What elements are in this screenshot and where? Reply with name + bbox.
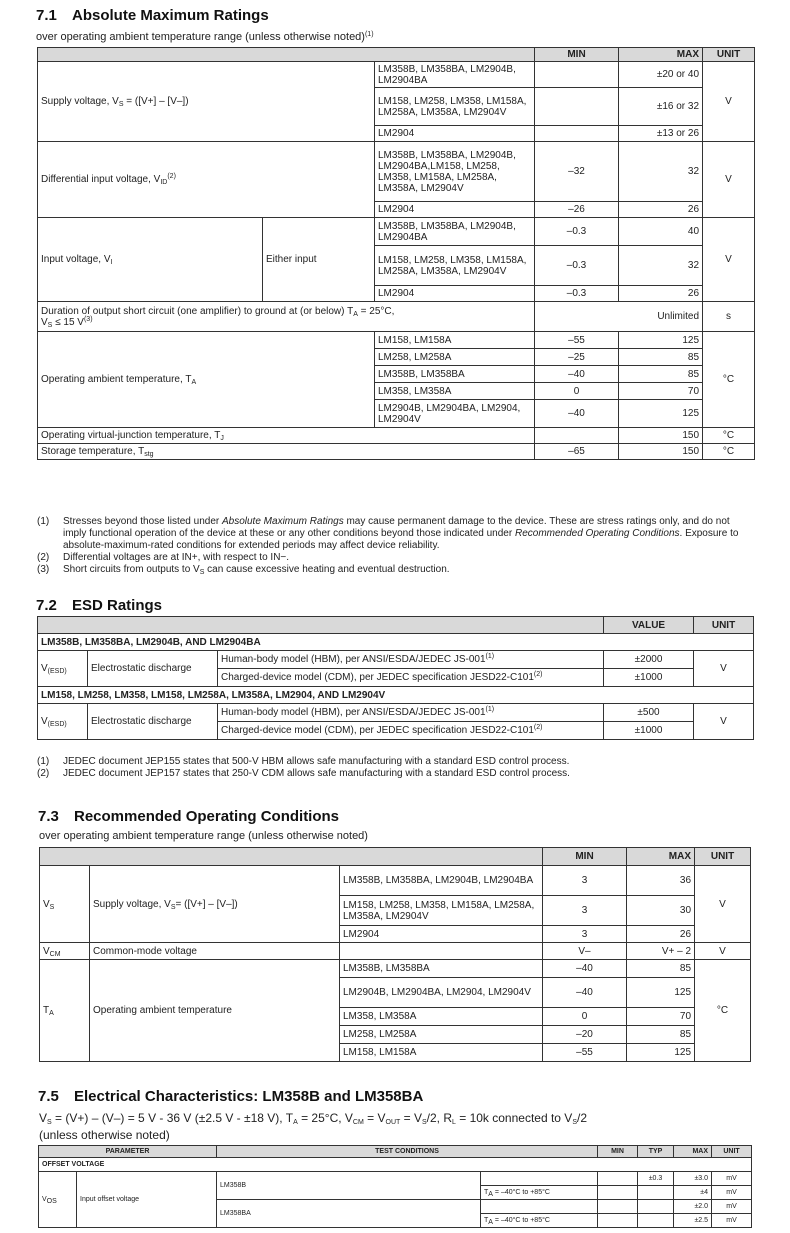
min-cell: –0.3 — [535, 218, 619, 246]
param-input-voltage: Input voltage, $V_I$ — [38, 218, 263, 302]
device-cell: LM358BA — [217, 1200, 481, 1228]
param-storage-temp: Storage temperature, $T_{stg}$ — [38, 444, 535, 460]
device-cell: LM158, LM258, LM358, LM158A, LM258A, LM358A, LM2904V — [375, 88, 535, 126]
unit-cell: °C — [703, 332, 755, 428]
symbol-vesd: $V_{(ESD)}$ — [38, 704, 88, 740]
header-max: MAX — [674, 1146, 712, 1158]
param-common-mode: Common-mode voltage — [90, 943, 340, 960]
max-cell: 70 — [619, 383, 703, 400]
device-cell: LM2904 — [340, 926, 543, 943]
header-max: MAX — [627, 848, 695, 866]
unit-cell: V — [695, 866, 751, 943]
table-row — [40, 866, 751, 896]
symbol-vs: $V_S$ — [40, 866, 90, 943]
header-min: MIN — [598, 1146, 638, 1158]
min-cell — [535, 62, 619, 88]
max-cell: ±4 — [674, 1186, 712, 1200]
condition-either-input: Either input — [263, 218, 375, 302]
max-cell: ±20 or 40 — [619, 62, 703, 88]
max-cell: 125 — [619, 332, 703, 349]
conditions-line — [39, 1111, 587, 1125]
max-cell: 30 — [627, 896, 695, 926]
unit-cell: °C — [703, 428, 755, 444]
min-cell: V– — [543, 943, 627, 960]
section-title-text: ESD Ratings — [72, 597, 163, 614]
device-cell: LM2904 — [375, 202, 535, 218]
device-cell: LM358, LM358A — [340, 1008, 543, 1026]
header-max: MAX — [619, 48, 703, 62]
device-cell: LM358, LM358A — [375, 383, 535, 400]
table-header-row — [39, 1146, 752, 1158]
section-title-7-5 — [38, 1088, 423, 1105]
typ-cell — [638, 1214, 674, 1228]
max-cell: 85 — [627, 960, 695, 978]
table-row — [38, 332, 755, 349]
symbol-vcm: $V_{CM}$ — [40, 943, 90, 960]
min-cell — [535, 88, 619, 126]
section-title-7-3 — [38, 808, 339, 825]
header-min: MIN — [543, 848, 627, 866]
param-operating-temp: Operating ambient temperature, $T_A$ — [38, 332, 375, 428]
max-cell: V+ – 2 — [627, 943, 695, 960]
min-cell: –40 — [543, 978, 627, 1008]
param-esd: Electrostatic discharge — [88, 704, 218, 740]
min-cell: –26 — [535, 202, 619, 218]
table-row — [38, 444, 755, 460]
subtitle-text: over operating ambient temperature range (unless otherwise noted) — [36, 31, 365, 43]
unit-cell: °C — [695, 960, 751, 1062]
device-cell: LM358B, LM358BA — [340, 960, 543, 978]
min-cell: –0.3 — [535, 246, 619, 286]
min-cell: –55 — [543, 1044, 627, 1062]
recommended-operating-conditions-table — [39, 847, 751, 1062]
device-cell: LM358B, LM358BA — [375, 366, 535, 383]
device-cell: LM158, LM158A — [340, 1044, 543, 1062]
section-number: 7.5 — [38, 1088, 59, 1105]
device-cell: LM358B, LM358BA, LM2904B, LM2904BA — [340, 866, 543, 896]
table-row — [40, 943, 751, 960]
table-header-row — [38, 48, 755, 62]
section-title-text: Electrical Characteristics: LM358B and LM358BA — [74, 1088, 424, 1105]
header-blank — [38, 617, 604, 634]
max-cell: 85 — [619, 366, 703, 383]
min-cell: 3 — [543, 926, 627, 943]
min-cell — [598, 1172, 638, 1186]
min-cell: 0 — [535, 383, 619, 400]
header-test-conditions: TEST CONDITIONS — [217, 1146, 598, 1158]
param-supply-voltage: Supply voltage, $V_S= ([V+] - [V-])$ — [90, 866, 340, 943]
condition-cell — [481, 1200, 598, 1214]
condition-hbm: Human-body model (HBM), per ANSI/ESDA/JEDEC JS-001$^{(1)}$ — [218, 704, 604, 722]
device-cell: LM2904 — [375, 126, 535, 142]
device-cell: LM358B, LM358BA, LM2904B, LM2904BA — [375, 62, 535, 88]
max-cell: ±2.0 — [674, 1200, 712, 1214]
header-unit: UNIT — [694, 617, 754, 634]
device-cell: LM2904B, LM2904BA, LM2904, LM2904V — [375, 400, 535, 428]
header-unit: UNIT — [703, 48, 755, 62]
max-cell: 150 — [619, 444, 703, 460]
min-cell — [535, 428, 619, 444]
param-esd: Electrostatic discharge — [88, 651, 218, 687]
condition-cdm: Charged-device model (CDM), per JEDEC specification JESD22-C101$^{(2)}$ — [218, 669, 604, 687]
symbol-ta: $T_A$ — [40, 960, 90, 1062]
section-title-text: Absolute Maximum Ratings — [72, 7, 269, 24]
device-cell: LM258, LM258A — [375, 349, 535, 366]
max-cell: 70 — [627, 1008, 695, 1026]
group-title: LM358B, LM358BA, LM2904B, AND LM2904BA — [38, 634, 754, 651]
group-title: LM158, LM258, LM358, LM158, LM258A, LM358A, LM2904, AND LM2904V — [38, 687, 754, 704]
max-cell: 125 — [619, 400, 703, 428]
param-junction-temp: Operating virtual-junction temperature, $T_J$ — [38, 428, 535, 444]
condition-cell — [481, 1172, 598, 1186]
min-cell: –40 — [543, 960, 627, 978]
unit-cell: V — [694, 651, 754, 687]
table-row — [38, 218, 755, 246]
max-cell: ±16 or 32 — [619, 88, 703, 126]
unit-cell: s — [703, 302, 755, 332]
typ-cell — [638, 1200, 674, 1214]
min-cell — [535, 126, 619, 142]
max-cell: ±2.5 — [674, 1214, 712, 1228]
condition-hbm: Human-body model (HBM), per ANSI/ESDA/JEDEC JS-001$^{(1)}$ — [218, 651, 604, 669]
unit-cell: V — [703, 142, 755, 218]
min-cell: 3 — [543, 896, 627, 926]
unit-cell: mV — [712, 1186, 752, 1200]
group-title: OFFSET VOLTAGE — [39, 1158, 752, 1172]
esd-ratings-table — [37, 616, 754, 740]
max-cell: 32 — [619, 246, 703, 286]
section-title-text: Recommended Operating Conditions — [74, 808, 340, 825]
min-cell: –40 — [535, 366, 619, 383]
unit-cell: V — [703, 62, 755, 142]
table-row — [38, 62, 755, 88]
header-blank — [38, 48, 535, 62]
condition-cdm: Charged-device model (CDM), per JEDEC specification JESD22-C101$^{(2)}$ — [218, 722, 604, 740]
min-cell: –25 — [535, 349, 619, 366]
max-cell: 125 — [627, 978, 695, 1008]
group-row — [38, 634, 754, 651]
table-row — [40, 960, 751, 978]
min-cell: –40 — [535, 400, 619, 428]
footnote-ref: (1) — [364, 31, 374, 38]
max-cell: 26 — [619, 286, 703, 302]
unit-cell: V — [695, 943, 751, 960]
header-unit: UNIT — [695, 848, 751, 866]
max-cell: 150 — [619, 428, 703, 444]
table-row — [38, 651, 754, 669]
unit-cell: V — [703, 218, 755, 302]
unit-cell: mV — [712, 1214, 752, 1228]
max-cell: 125 — [627, 1044, 695, 1062]
param-short-circuit: Duration of output short circuit (one amplifier) to ground at (or below) $T_A = 25^\circ C$, $V_S \le 15$ $V^{(3)}$ — [38, 302, 535, 332]
param-input-offset: Input offset voltage — [77, 1172, 217, 1228]
table-header-row — [40, 848, 751, 866]
min-cell — [598, 1200, 638, 1214]
absolute-max-ratings-table — [37, 47, 755, 460]
value-cell: ±1000 — [604, 722, 694, 740]
unit-cell: mV — [712, 1172, 752, 1186]
conditions-line-2: (unless otherwise noted) — [39, 1128, 170, 1142]
param-supply-voltage: Supply voltage, $V_S = ([V+] - [V-])$ — [38, 62, 375, 142]
footnote: (1) JEDEC document JEP155 states that 500-V HBM allows safe manufacturing with a standard ESD control process. — [37, 756, 570, 767]
section-subtitle — [36, 31, 374, 43]
max-cell: ±3.0 — [674, 1172, 712, 1186]
device-cell: LM2904 — [375, 286, 535, 302]
device-cell: LM158, LM158A — [375, 332, 535, 349]
min-cell: –32 — [535, 142, 619, 202]
table-row — [38, 704, 754, 722]
value-cell: ±2000 — [604, 651, 694, 669]
header-unit: UNIT — [712, 1146, 752, 1158]
symbol-vesd: $V_{(ESD)}$ — [38, 651, 88, 687]
condition-cell: $T_A = -40^\circ C$ to +85°C — [481, 1214, 598, 1228]
header-min: MIN — [535, 48, 619, 62]
device-cell: LM2904B, LM2904BA, LM2904, LM2904V — [340, 978, 543, 1008]
footnotes-7-1 — [37, 516, 752, 576]
section-number: 7.1 — [36, 7, 57, 24]
max-cell: 26 — [627, 926, 695, 943]
table-row — [38, 428, 755, 444]
condition-cell: $T_A = -40^\circ C$ to +85°C — [481, 1186, 598, 1200]
device-cell: LM158, LM258, LM358, LM158A, LM258A, LM358A, LM2904V — [375, 246, 535, 286]
device-cell: LM258, LM258A — [340, 1026, 543, 1044]
section-number: 7.3 — [38, 808, 59, 825]
table-row — [38, 142, 755, 202]
group-row — [39, 1158, 752, 1172]
value-cell: ±500 — [604, 704, 694, 722]
footnote: (1) Stresses beyond those listed under Absolute Maximum Ratings may cause permanent damage to the device. These are stress ratings only, and do not imply functional operation of the device at these or any other conditions beyond those indicated under Recommended Operating Conditions. Exposure to absolute-maximum-rated conditions for extended periods may affect device reliability. — [37, 516, 739, 551]
section-subtitle: over operating ambient temperature range (unless otherwise noted) — [39, 830, 368, 842]
table-row — [39, 1172, 752, 1186]
header-blank — [40, 848, 543, 866]
unit-cell: mV — [712, 1200, 752, 1214]
header-typ: TYP — [638, 1146, 674, 1158]
footnotes-7-2 — [37, 756, 752, 780]
min-cell: –0.3 — [535, 286, 619, 302]
section-title-7-2 — [36, 597, 162, 614]
value-cell: ±1000 — [604, 669, 694, 687]
max-cell: 36 — [627, 866, 695, 896]
electrical-characteristics-table — [38, 1145, 752, 1228]
min-cell: 0 — [543, 1008, 627, 1026]
min-cell: –55 — [535, 332, 619, 349]
unit-cell: V — [694, 704, 754, 740]
unit-cell: °C — [703, 444, 755, 460]
param-operating-temp: Operating ambient temperature — [90, 960, 340, 1062]
max-cell: 40 — [619, 218, 703, 246]
device-cell: LM158, LM258, LM358, LM158A, LM258A, LM358A, LM2904V — [340, 896, 543, 926]
table-row — [38, 302, 755, 332]
min-cell: 3 — [543, 866, 627, 896]
footnote: (3) Short circuits from outputs to $V_S$ can cause excessive heating and eventual destruction. — [37, 564, 450, 576]
section-number: 7.2 — [36, 597, 57, 614]
footnote: (2) JEDEC document JEP157 states that 250-V CDM allows safe manufacturing with a standard ESD control process. — [37, 768, 570, 779]
max-cell: Unlimited — [535, 302, 703, 332]
header-parameter: PARAMETER — [39, 1146, 217, 1158]
device-cell: LM358B, LM358BA, LM2904B, LM2904BA,LM158, LM258, LM358, LM158A, LM258A, LM358A, LM2904V — [375, 142, 535, 202]
table-header-row — [38, 617, 754, 634]
param-differential-voltage: Differential input voltage, $V_{ID}^{(2)}$ — [38, 142, 375, 218]
symbol-vos: $V_{OS}$ — [39, 1172, 77, 1228]
min-cell — [598, 1186, 638, 1200]
min-cell: –65 — [535, 444, 619, 460]
min-cell: –20 — [543, 1026, 627, 1044]
max-cell: 32 — [619, 142, 703, 202]
max-cell: 85 — [619, 349, 703, 366]
group-row — [38, 687, 754, 704]
max-cell: ±13 or 26 — [619, 126, 703, 142]
min-cell — [598, 1214, 638, 1228]
device-cell: LM358B, LM358BA, LM2904B, LM2904BA — [375, 218, 535, 246]
max-cell: 85 — [627, 1026, 695, 1044]
device-cell: LM358B — [217, 1172, 481, 1200]
cond-text: $V_S = (V+) - (V-) = 5$ V - 36 V (±2.5 V - ±18 V), $T_A = 25^\circ C$, $V_{CM} = V_{OUT} = V_S/2$, $R_L = 10k$ connected to $V_S/2$ — [39, 1111, 587, 1126]
max-cell: 26 — [619, 202, 703, 218]
footnote: (2) Differential voltages are at IN+, with respect to IN−. — [37, 552, 290, 563]
header-value: VALUE — [604, 617, 694, 634]
device-cell — [340, 943, 543, 960]
section-title-7-1 — [36, 7, 269, 24]
typ-cell — [638, 1186, 674, 1200]
typ-cell: ±0.3 — [638, 1172, 674, 1186]
